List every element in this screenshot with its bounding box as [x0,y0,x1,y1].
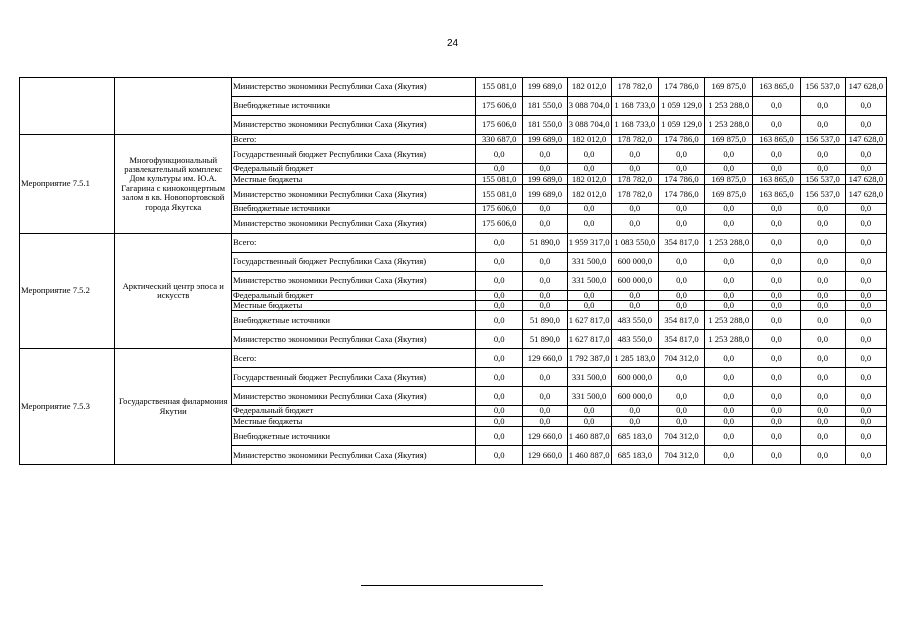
value-cell: 0,0 [753,368,800,387]
value-cell: 147 628,0 [845,78,886,97]
value-cell: 0,0 [800,301,845,311]
table-row [20,78,887,97]
value-cell: 0,0 [476,311,523,330]
value-cell: 0,0 [705,349,753,368]
funding-source-cell: Всего: [231,349,475,368]
value-cell: 0,0 [845,349,886,368]
value-cell: 155 081,0 [476,78,523,97]
value-cell: 0,0 [523,204,567,214]
value-cell: 600 000,0 [611,252,658,271]
value-cell: 0,0 [845,116,886,135]
value-cell: 182 012,0 [567,174,611,184]
value-cell: 0,0 [845,416,886,426]
value-cell: 51 890,0 [523,311,567,330]
value-cell: 0,0 [705,214,753,233]
value-cell: 199 689,0 [523,135,567,145]
value-cell: 0,0 [476,406,523,416]
value-cell: 0,0 [800,164,845,174]
value-cell: 1 627 817,0 [567,311,611,330]
value-cell: 0,0 [800,446,845,465]
value-cell: 0,0 [611,214,658,233]
value-cell: 0,0 [800,349,845,368]
value-cell: 1 253 288,0 [705,330,753,349]
value-cell: 0,0 [523,301,567,311]
value-cell: 0,0 [658,204,704,214]
value-cell: 3 088 704,0 [567,116,611,135]
value-cell: 199 689,0 [523,78,567,97]
value-cell: 163 865,0 [753,135,800,145]
value-cell: 0,0 [845,387,886,406]
funding-source-cell: Министерство экономики Республики Саха (Якутия) [231,185,475,204]
value-cell: 0,0 [800,387,845,406]
value-cell: 169 875,0 [705,185,753,204]
value-cell: 156 537,0 [800,185,845,204]
value-cell: 0,0 [523,406,567,416]
value-cell: 0,0 [476,233,523,252]
value-cell: 1 285 183,0 [611,349,658,368]
value-cell: 354 817,0 [658,311,704,330]
value-cell: 1 253 288,0 [705,116,753,135]
value-cell: 330 687,0 [476,135,523,145]
value-cell: 1 627 817,0 [567,330,611,349]
value-cell: 1 083 550,0 [611,233,658,252]
value-cell: 0,0 [753,290,800,300]
value-cell: 0,0 [611,164,658,174]
value-cell: 0,0 [705,368,753,387]
funding-source-cell: Министерство экономики Республики Саха (Якутия) [231,330,475,349]
value-cell: 0,0 [753,387,800,406]
budget-table [19,77,887,465]
value-cell: 0,0 [845,427,886,446]
value-cell: 174 786,0 [658,185,704,204]
value-cell: 354 817,0 [658,330,704,349]
value-cell: 0,0 [476,290,523,300]
value-cell: 0,0 [845,145,886,164]
value-cell: 0,0 [800,427,845,446]
value-cell: 0,0 [705,387,753,406]
funding-source-cell: Внебюджетные источники [231,427,475,446]
table-row [20,135,887,145]
funding-source-cell: Государственный бюджет Республики Саха (Якутия) [231,368,475,387]
value-cell: 0,0 [476,330,523,349]
activity-cell: Мероприятие 7.5.2 [20,233,115,349]
value-cell: 0,0 [800,97,845,116]
value-cell: 155 081,0 [476,185,523,204]
value-cell: 0,0 [658,301,704,311]
value-cell: 1 253 288,0 [705,311,753,330]
value-cell: 169 875,0 [705,174,753,184]
funding-source-cell: Внебюджетные источники [231,311,475,330]
value-cell: 156 537,0 [800,135,845,145]
value-cell: 0,0 [753,301,800,311]
value-cell: 0,0 [753,349,800,368]
value-cell: 0,0 [753,311,800,330]
value-cell: 0,0 [753,427,800,446]
value-cell: 0,0 [845,311,886,330]
value-cell: 0,0 [658,214,704,233]
value-cell: 0,0 [658,145,704,164]
funding-source-cell: Всего: [231,135,475,145]
value-cell: 0,0 [705,252,753,271]
value-cell: 178 782,0 [611,185,658,204]
value-cell: 3 088 704,0 [567,97,611,116]
activity-cell: Мероприятие 7.5.3 [20,349,115,465]
value-cell: 178 782,0 [611,135,658,145]
value-cell: 600 000,0 [611,387,658,406]
value-cell: 0,0 [705,446,753,465]
value-cell: 0,0 [845,252,886,271]
value-cell: 178 782,0 [611,78,658,97]
value-cell: 0,0 [705,427,753,446]
funding-source-cell: Министерство экономики Республики Саха (Якутия) [231,446,475,465]
value-cell: 163 865,0 [753,185,800,204]
value-cell: 0,0 [476,301,523,311]
value-cell: 685 183,0 [611,427,658,446]
value-cell: 0,0 [753,406,800,416]
value-cell: 331 500,0 [567,368,611,387]
funding-source-cell: Местные бюджеты [231,416,475,426]
funding-source-cell: Внебюджетные источники [231,204,475,214]
value-cell: 181 550,0 [523,116,567,135]
value-cell: 0,0 [658,387,704,406]
value-cell: 0,0 [611,301,658,311]
value-cell: 704 312,0 [658,446,704,465]
value-cell: 0,0 [523,145,567,164]
value-cell: 163 865,0 [753,78,800,97]
value-cell: 199 689,0 [523,174,567,184]
value-cell: 0,0 [523,164,567,174]
value-cell: 129 660,0 [523,427,567,446]
value-cell: 175 606,0 [476,204,523,214]
funding-source-cell: Всего: [231,233,475,252]
value-cell: 0,0 [800,416,845,426]
table-row [20,349,887,368]
value-cell: 0,0 [845,301,886,311]
value-cell: 0,0 [800,290,845,300]
value-cell: 0,0 [611,416,658,426]
value-cell: 174 786,0 [658,174,704,184]
value-cell: 0,0 [611,145,658,164]
value-cell: 0,0 [476,416,523,426]
value-cell: 1 959 317,0 [567,233,611,252]
value-cell: 0,0 [523,290,567,300]
value-cell: 0,0 [476,387,523,406]
value-cell: 129 660,0 [523,446,567,465]
value-cell: 0,0 [476,164,523,174]
value-cell: 175 606,0 [476,116,523,135]
value-cell: 169 875,0 [705,78,753,97]
value-cell: 704 312,0 [658,427,704,446]
value-cell: 0,0 [800,252,845,271]
value-cell: 1 253 288,0 [705,97,753,116]
value-cell: 0,0 [476,145,523,164]
value-cell: 0,0 [753,252,800,271]
value-cell: 178 782,0 [611,174,658,184]
value-cell: 175 606,0 [476,97,523,116]
value-cell: 51 890,0 [523,330,567,349]
value-cell: 0,0 [800,233,845,252]
value-cell: 331 500,0 [567,252,611,271]
value-cell: 0,0 [845,233,886,252]
funding-source-cell: Внебюджетные источники [231,97,475,116]
value-cell: 0,0 [567,406,611,416]
page-number: 24 [446,38,459,49]
value-cell: 331 500,0 [567,271,611,290]
value-cell: 0,0 [523,214,567,233]
value-cell: 0,0 [658,416,704,426]
funding-source-cell: Министерство экономики Республики Саха (Якутия) [231,116,475,135]
value-cell: 0,0 [476,271,523,290]
value-cell: 0,0 [567,290,611,300]
value-cell: 147 628,0 [845,185,886,204]
value-cell: 0,0 [800,116,845,135]
value-cell: 0,0 [753,271,800,290]
value-cell: 182 012,0 [567,78,611,97]
value-cell: 0,0 [567,204,611,214]
value-cell: 0,0 [705,145,753,164]
value-cell: 0,0 [567,145,611,164]
value-cell: 0,0 [753,233,800,252]
value-cell: 0,0 [658,290,704,300]
value-cell: 0,0 [567,416,611,426]
value-cell: 0,0 [705,271,753,290]
value-cell: 0,0 [523,387,567,406]
value-cell: 0,0 [800,204,845,214]
value-cell: 169 875,0 [705,135,753,145]
value-cell: 1 168 733,0 [611,97,658,116]
value-cell: 0,0 [753,164,800,174]
value-cell: 0,0 [705,406,753,416]
value-cell: 0,0 [705,416,753,426]
funding-source-cell: Государственный бюджет Республики Саха (Якутия) [231,145,475,164]
funding-source-cell: Федеральный бюджет [231,290,475,300]
value-cell: 354 817,0 [658,233,704,252]
activity-cell [20,78,115,135]
funding-source-cell: Государственный бюджет Республики Саха (Якутия) [231,252,475,271]
value-cell: 0,0 [658,252,704,271]
funding-source-cell: Министерство экономики Республики Саха (Якутия) [231,78,475,97]
value-cell: 0,0 [753,116,800,135]
value-cell: 1 253 288,0 [705,233,753,252]
funding-source-cell: Местные бюджеты [231,174,475,184]
funding-source-cell: Федеральный бюджет [231,406,475,416]
value-cell: 0,0 [476,427,523,446]
value-cell: 0,0 [800,330,845,349]
value-cell: 704 312,0 [658,349,704,368]
value-cell: 0,0 [800,311,845,330]
value-cell: 600 000,0 [611,368,658,387]
value-cell: 0,0 [611,406,658,416]
value-cell: 0,0 [705,204,753,214]
value-cell: 0,0 [753,204,800,214]
value-cell: 0,0 [523,252,567,271]
value-cell: 0,0 [845,214,886,233]
value-cell: 1 460 887,0 [567,427,611,446]
value-cell: 0,0 [567,301,611,311]
value-cell: 181 550,0 [523,97,567,116]
value-cell: 0,0 [476,446,523,465]
activity-cell: Мероприятие 7.5.1 [20,135,115,234]
value-cell: 600 000,0 [611,271,658,290]
value-cell: 331 500,0 [567,387,611,406]
funding-source-cell: Федеральный бюджет [231,164,475,174]
value-cell: 0,0 [845,204,886,214]
value-cell: 129 660,0 [523,349,567,368]
value-cell: 155 081,0 [476,174,523,184]
value-cell: 0,0 [800,406,845,416]
value-cell: 0,0 [611,204,658,214]
value-cell: 51 890,0 [523,233,567,252]
value-cell: 0,0 [800,271,845,290]
value-cell: 0,0 [845,330,886,349]
value-cell: 483 550,0 [611,311,658,330]
value-cell: 0,0 [705,290,753,300]
value-cell: 174 786,0 [658,78,704,97]
value-cell: 1 460 887,0 [567,446,611,465]
value-cell: 0,0 [845,271,886,290]
object-cell: Арктический центр эпоса и искусств [115,233,232,349]
value-cell: 0,0 [845,406,886,416]
value-cell: 0,0 [753,416,800,426]
object-cell [115,78,232,135]
value-cell: 0,0 [800,214,845,233]
value-cell: 0,0 [753,330,800,349]
value-cell: 0,0 [476,349,523,368]
value-cell: 0,0 [476,252,523,271]
value-cell: 0,0 [753,214,800,233]
value-cell: 182 012,0 [567,135,611,145]
value-cell: 0,0 [753,97,800,116]
value-cell: 156 537,0 [800,78,845,97]
object-cell: Государственная филармония Якутии [115,349,232,465]
value-cell: 163 865,0 [753,174,800,184]
value-cell: 0,0 [845,290,886,300]
value-cell: 182 012,0 [567,185,611,204]
value-cell: 0,0 [753,446,800,465]
value-cell: 199 689,0 [523,185,567,204]
value-cell: 156 537,0 [800,174,845,184]
value-cell: 0,0 [523,368,567,387]
value-cell: 174 786,0 [658,135,704,145]
value-cell: 0,0 [567,164,611,174]
value-cell: 0,0 [800,145,845,164]
value-cell: 0,0 [705,301,753,311]
value-cell: 0,0 [845,368,886,387]
value-cell: 147 628,0 [845,135,886,145]
value-cell: 1 168 733,0 [611,116,658,135]
value-cell: 0,0 [800,368,845,387]
value-cell: 0,0 [567,214,611,233]
value-cell: 0,0 [845,446,886,465]
funding-source-cell: Местные бюджеты [231,301,475,311]
value-cell: 1 059 129,0 [658,97,704,116]
value-cell: 0,0 [476,368,523,387]
value-cell: 483 550,0 [611,330,658,349]
funding-source-cell: Министерство экономики Республики Саха (Якутия) [231,214,475,233]
value-cell: 0,0 [611,290,658,300]
value-cell: 0,0 [523,416,567,426]
object-cell: Многофункциональный развлекательный комплекс Дом культуры им. Ю.А. Гагарина с киноконцертным залом в кв. Новопортовской города Якутска [115,135,232,234]
value-cell: 0,0 [658,164,704,174]
value-cell: 0,0 [658,406,704,416]
value-cell: 1 059 129,0 [658,116,704,135]
value-cell: 0,0 [658,368,704,387]
funding-source-cell: Министерство экономики Республики Саха (Якутия) [231,387,475,406]
value-cell: 0,0 [845,164,886,174]
value-cell: 0,0 [845,97,886,116]
value-cell: 0,0 [523,271,567,290]
footnote-separator [361,585,543,586]
table-row [20,233,887,252]
value-cell: 147 628,0 [845,174,886,184]
value-cell: 685 183,0 [611,446,658,465]
value-cell: 175 606,0 [476,214,523,233]
funding-source-cell: Министерство экономики Республики Саха (Якутия) [231,271,475,290]
value-cell: 0,0 [753,145,800,164]
value-cell: 0,0 [705,164,753,174]
value-cell: 0,0 [658,271,704,290]
value-cell: 1 792 387,0 [567,349,611,368]
